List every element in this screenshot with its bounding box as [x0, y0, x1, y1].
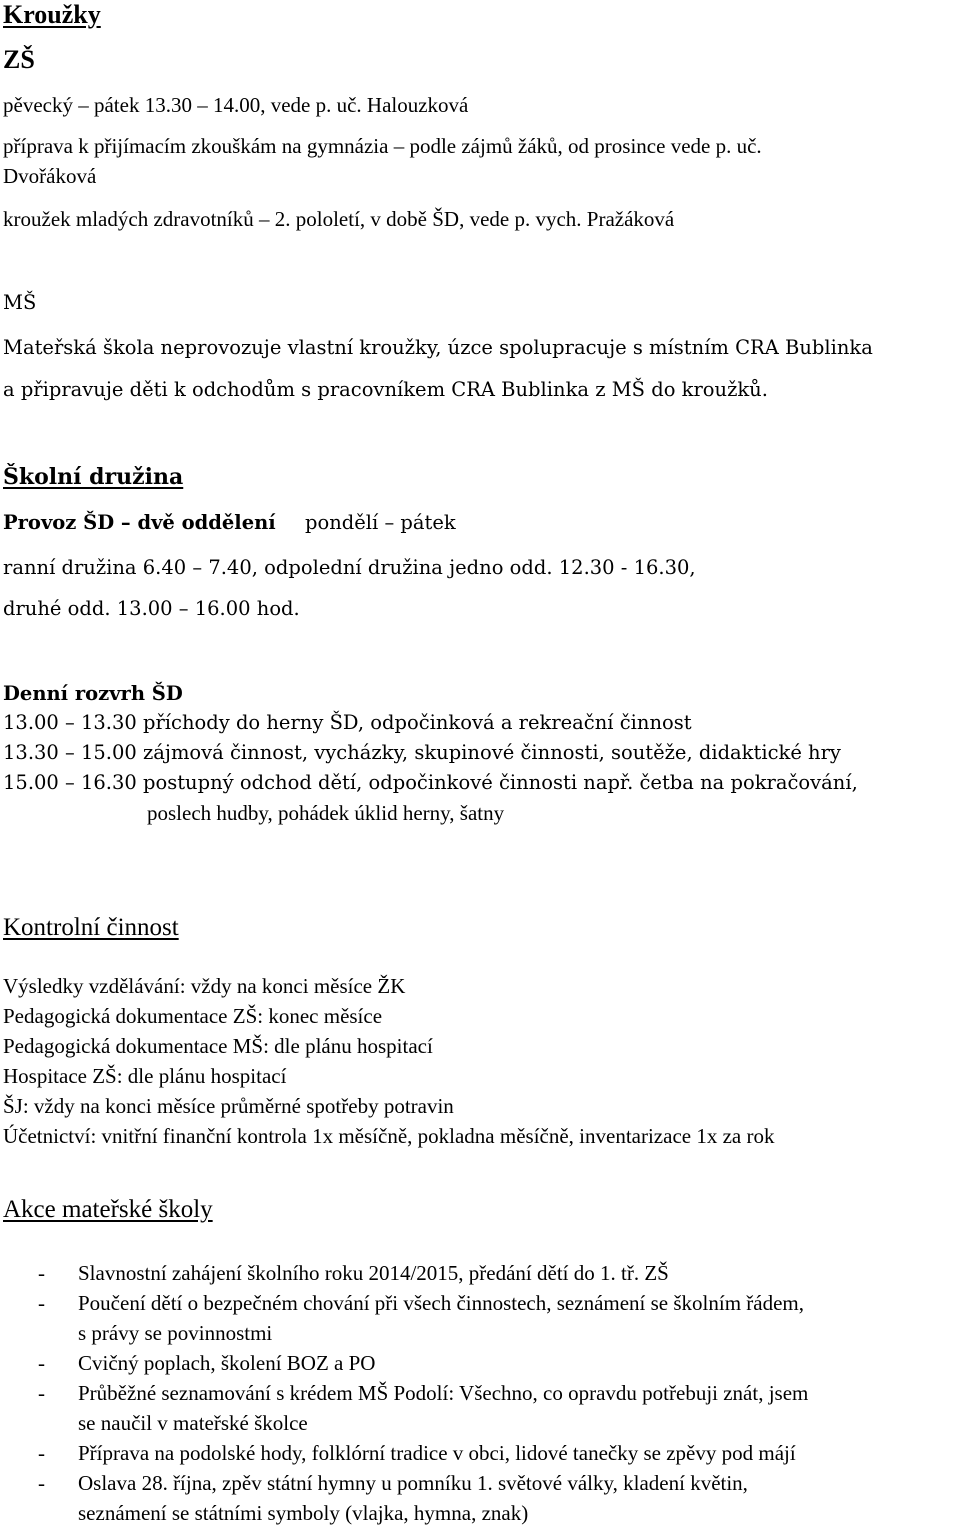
rozvrh-line-cont: poslech hudby, pohádek úklid herny, šatny	[147, 801, 505, 825]
kontrolni-line: Výsledky vzdělávání: vždy na konci měsíce ŽK	[3, 974, 406, 998]
bullet: -	[38, 1441, 45, 1465]
druzina-line: druhé odd. 13.00 – 16.00 hod.	[3, 597, 300, 620]
rozvrh-heading: Denní rozvrh ŠD	[3, 682, 183, 705]
bullet: -	[38, 1351, 45, 1375]
list-item-cont: se naučil v mateřské školce	[78, 1411, 308, 1435]
akce-heading: Akce mateřské školy	[3, 1196, 213, 1223]
zs-line: Dvořáková	[3, 164, 97, 188]
krouzky-heading: Kroužky	[3, 0, 101, 29]
rozvrh-line: 13.30 – 15.00 zájmová činnost, vycházky, skupinové činnosti, soutěže, didaktické hry	[3, 741, 841, 764]
rozvrh-line: 13.00 – 13.30 příchody do herny ŠD, odpočinková a rekreační činnost	[3, 711, 692, 734]
list-item-cont: seznámení se státními symboly (vlajka, hymna, znak)	[78, 1501, 529, 1525]
zs-line: kroužek mladých zdravotníků – 2. pololetí, v době ŠD, vede p. vych. Pražáková	[3, 207, 675, 231]
ms-heading: MŠ	[3, 291, 37, 314]
list-item-text: Oslava 28. října, zpěv státní hymny u pomníku 1. světové války, kladení květin,	[78, 1471, 748, 1495]
kontrolni-line: Účetnictví: vnitřní finanční kontrola 1x měsíčně, pokladna měsíčně, inventarizace 1x za rok	[3, 1124, 775, 1148]
ms-line: Mateřská škola neprovozuje vlastní kroužky, úzce spolupracuje s místním CRA Bublinka	[3, 336, 873, 359]
kontrolni-line: Hospitace ZŠ: dle plánu hospitací	[3, 1064, 287, 1088]
kontrolni-line: Pedagogická dokumentace MŠ: dle plánu hospitací	[3, 1034, 433, 1058]
zs-line: příprava k přijímacím zkouškám na gymnázia – podle zájmů žáků, od prosince vede p. uč.	[3, 134, 762, 158]
zs-heading: ZŠ	[3, 45, 35, 74]
bullet: -	[38, 1381, 45, 1405]
kontrolni-line: ŠJ: vždy na konci měsíce průměrné spotřeby potravin	[3, 1094, 454, 1118]
list-item-text: Průběžné seznamování s krédem MŠ Podolí: Všechno, co opravdu potřebuji znát, jsem	[78, 1381, 809, 1405]
list-item-text: Cvičný poplach, školení BOZ a PO	[78, 1351, 376, 1375]
zs-line: pěvecký – pátek 13.30 – 14.00, vede p. uč. Halouzková	[3, 93, 469, 117]
kontrolni-line: Pedagogická dokumentace ZŠ: konec měsíce	[3, 1004, 383, 1028]
druzina-provoz-days: pondělí – pátek	[305, 511, 456, 534]
list-item-text: Slavnostní zahájení školního roku 2014/2015, předání dětí do 1. tř. ZŠ	[78, 1261, 669, 1285]
list-item-text: Poučení dětí o bezpečném chování při všech činnostech, seznámení se školním řádem,	[78, 1291, 805, 1315]
bullet: -	[38, 1291, 45, 1315]
list-item-cont: s právy se povinnostmi	[78, 1321, 273, 1345]
druzina-provoz-label: Provoz ŠD – dvě oddělení	[3, 511, 276, 534]
ms-line: a připravuje děti k odchodům s pracovníkem CRA Bublinka z MŠ do kroužků.	[3, 378, 768, 401]
druzina-line: ranní družina 6.40 – 7.40, odpolední družina jedno odd. 12.30 - 16.30,	[3, 556, 696, 579]
bullet: -	[38, 1261, 45, 1285]
kontrolni-heading: Kontrolní činnost	[3, 914, 179, 941]
bullet: -	[38, 1471, 45, 1495]
druzina-heading: Školní družina	[3, 464, 184, 490]
list-item-text: Příprava na podolské hody, folklórní tradice v obci, lidové tanečky se zpěvy pod májí	[78, 1441, 796, 1465]
rozvrh-line: 15.00 – 16.30 postupný odchod dětí, odpočinkové činnosti např. četba na pokračování,	[3, 771, 858, 794]
